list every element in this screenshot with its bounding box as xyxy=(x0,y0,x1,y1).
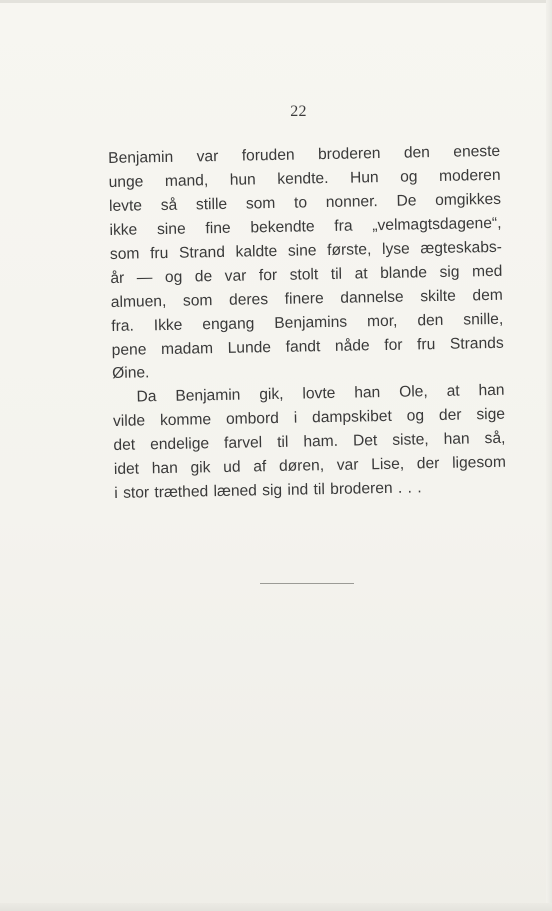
text-line: pene madam Lunde fandt nåde for fru Strands xyxy=(111,334,504,359)
paragraph-start-line: Da Benjamin gik, lovte han Ole, at han xyxy=(136,382,505,406)
page-top-edge xyxy=(0,0,552,3)
text-line: det endelige farvel til ham. Det siste, han så, xyxy=(113,430,506,455)
page-right-edge xyxy=(546,0,552,911)
text-line: ikke sine fine bekendte fra „velmagtsdagene“, xyxy=(109,214,502,239)
text-line: i stor træthed læned sig ind til broderen . . . xyxy=(114,479,422,503)
text-line: levte så stille som to nonner. De omgikkes xyxy=(108,190,502,215)
page-bottom-edge xyxy=(0,903,552,911)
text-line: som fru Strand kaldte sine første, lyse ægteskabs- xyxy=(109,238,503,263)
text-line: Øine. xyxy=(112,364,150,383)
text-line: fra. Ikke engang Benjamins mor, den snille, xyxy=(111,310,504,335)
text-line: år — og de var for stolt til at blande sig med xyxy=(110,262,503,287)
page-number: 22 xyxy=(290,103,307,120)
text-line: Benjamin var foruden broderen den eneste xyxy=(108,142,501,167)
text-line: vilde komme ombord i dampskibet og der sige xyxy=(112,406,506,431)
text-line: idet han gik ud af døren, var Lise, der ligesom xyxy=(113,453,507,479)
chapter-end-rule xyxy=(260,583,354,584)
text-line: almuen, som deres finere dannelse skilte dem xyxy=(110,286,503,311)
text-line: unge mand, hun kendte. Hun og moderen xyxy=(108,166,501,191)
body-text xyxy=(108,140,507,506)
